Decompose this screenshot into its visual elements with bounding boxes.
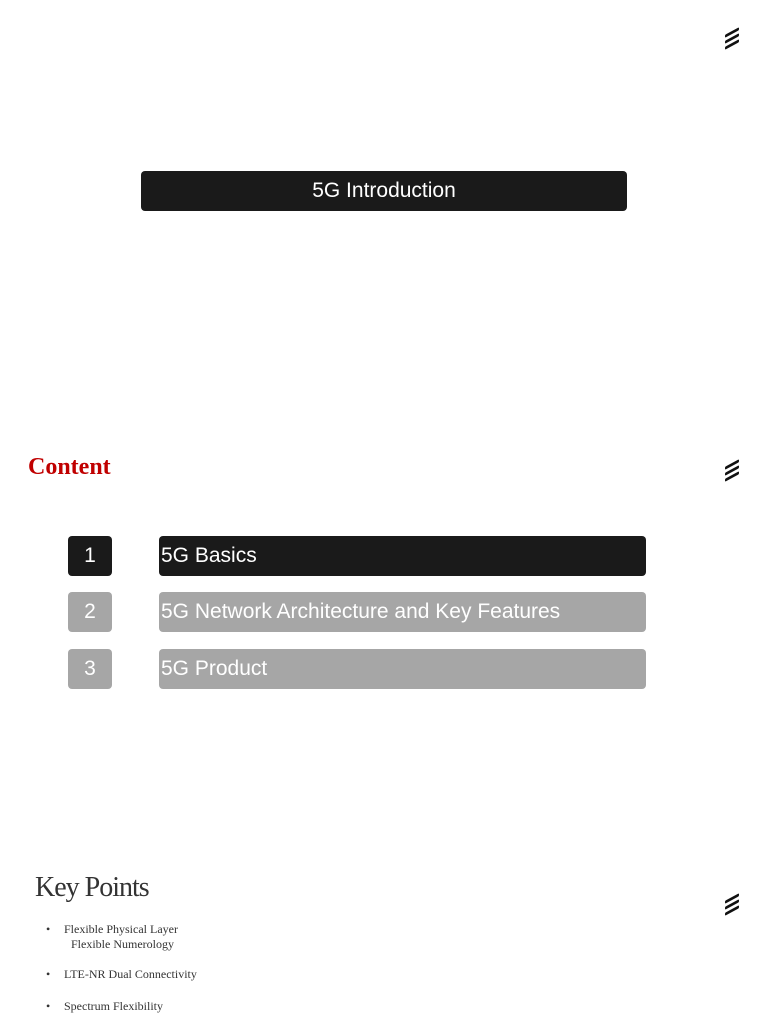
slide-title xyxy=(0,0,768,288)
content-item-1-number: 1 xyxy=(68,536,112,576)
content-item-2-bar xyxy=(159,592,646,632)
content-item-3-number: 3 xyxy=(68,649,112,689)
key-points-heading: Key Points xyxy=(35,872,149,903)
bullet-icon: • xyxy=(46,922,51,936)
bullet-icon: • xyxy=(46,999,51,1013)
content-item-2-number: 2 xyxy=(68,592,112,632)
key-point-2: LTE-NR Dual Connectivity xyxy=(64,967,197,981)
key-point-3: Spectrum Flexibility xyxy=(64,999,163,1013)
ericsson-logo-icon xyxy=(725,29,741,47)
content-item-3-bar xyxy=(159,649,646,689)
content-item-2-label: 5G Network Architecture and Key Features xyxy=(161,600,561,623)
content-item-1-label: 5G Basics xyxy=(161,544,257,567)
slide-title-bar xyxy=(141,171,627,211)
slide-content xyxy=(0,432,768,720)
ericsson-logo-icon xyxy=(725,461,741,479)
key-point-1-sub: Flexible Numerology xyxy=(71,937,174,951)
key-point-1: Flexible Physical Layer xyxy=(64,922,178,936)
bullet-icon: • xyxy=(46,967,51,981)
content-item-1-bar xyxy=(159,536,646,576)
slide-title-text: 5G Introduction xyxy=(312,179,456,202)
slide-key-points xyxy=(0,864,768,1024)
content-heading: Content xyxy=(28,454,111,480)
content-item-3-label: 5G Product xyxy=(161,657,268,680)
ericsson-logo-icon xyxy=(725,895,741,913)
